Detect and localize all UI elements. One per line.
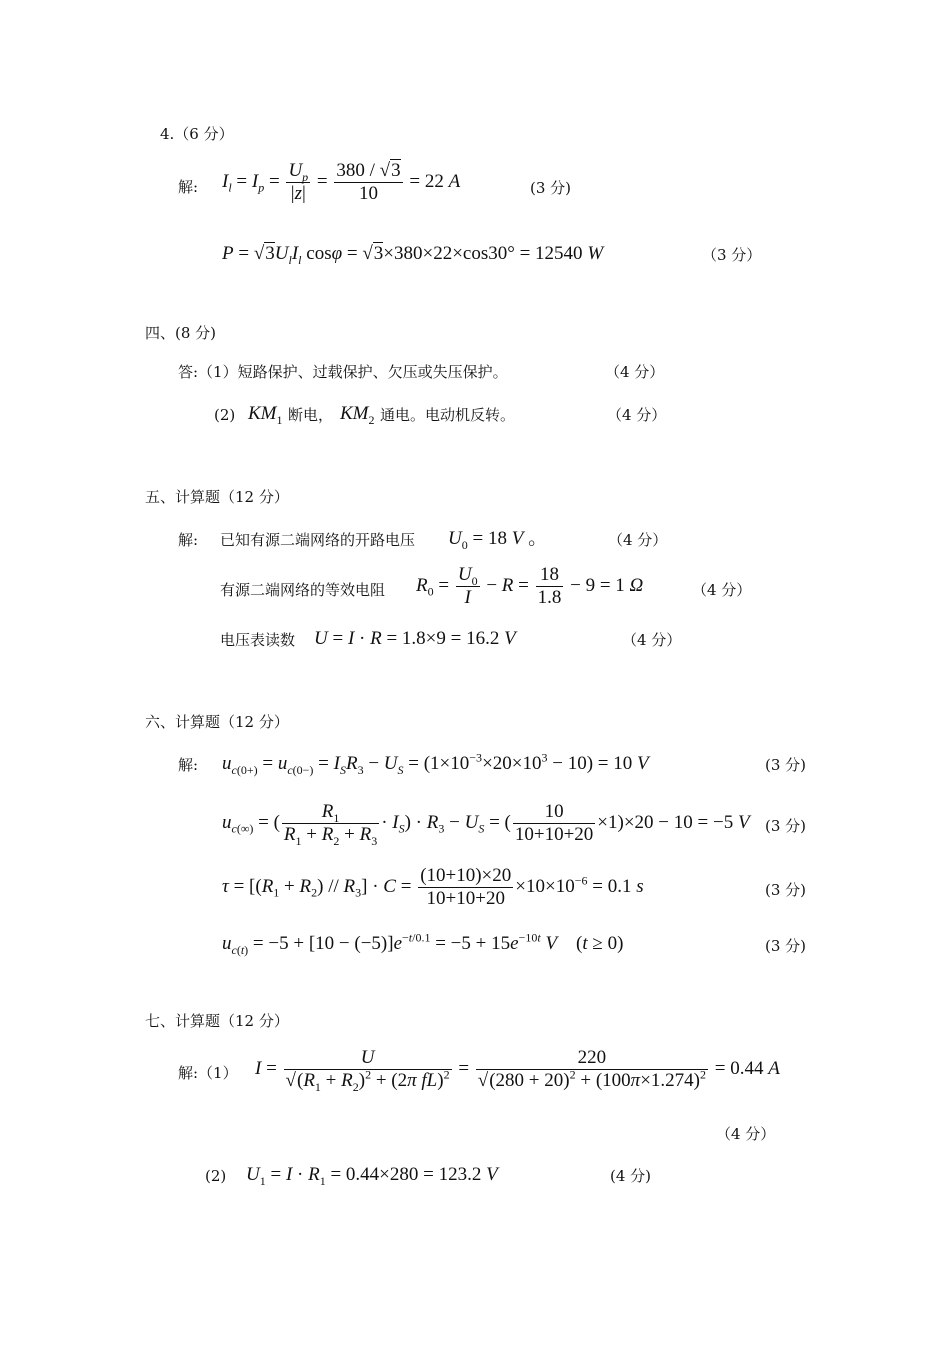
q-qi-heading: 七、计算题（12 分） [145,1012,289,1030]
q-wu-eq3: U = I · R = 1.8×9 = 16.2 V [314,628,516,649]
q-liu-heading: 六、计算题（12 分） [145,713,289,731]
q-qi-eq2: $U_1 = I \cdot R_1 = 0.44\times 280 = 123.2$ V [246,1164,498,1188]
q-liu-eq4: $u_{c(t)} = -5 + [10 - (-5)]e^{-t/0.1} = -5 + 15e^{-10t}$ V (t ≥ 0) [222,930,624,957]
q-liu-eq1: $u_{c(0+)} = u_{c(0-)} = I_SR_3 - U_S = (1\times 10^{-3}\times 20\times 10^3 - 10) = 10$ V [222,750,649,777]
q4-points-2: （3 分） [702,246,762,264]
q4-points-1: (3 分) [530,179,572,197]
q4-eq1: $I_l = I_p$ = $\frac{U_p}{|z|}$ = $\frac{380 / √3}{10}$ = 22 A [222,160,461,204]
q-liu-points-2: (3 分) [765,817,807,835]
q-liu-points-3: (3 分) [765,881,807,899]
q-wu-line2-text: 有源二端网络的等效电阻 [220,581,386,599]
q-si-points-1: （4 分） [605,363,665,381]
q-si-line2-b: 通电。电动机反转。 [380,406,516,424]
q-si-heading: 四、(8 分) [145,324,217,342]
q-si-km2: $KM_2$ [340,403,375,427]
q4-heading: 4.（6 分） [160,125,234,143]
q-qi-eq1: I = $\frac{U}{√(R_1 + R_2)^2 + (2\pi fL)^2}$ = $\frac{220}{√(280 + 20)^2 + (100\pi\times 1.274)^2}$ = 0.44 A [255,1047,780,1094]
q-wu-heading: 五、计算题（12 分） [145,488,289,506]
q-qi-solve-label: 解:（1） [178,1064,238,1082]
q-wu-points-2: （4 分） [692,581,752,599]
q-wu-line3-text: 电压表读数 [220,631,296,649]
q-liu-points-4: (3 分) [765,937,807,955]
q-wu-solve-label: 解: [178,531,199,549]
q-qi-points-1: （4 分） [716,1125,776,1143]
q4-eq2: $P = √3U_lI_l$ cosφ = √3×380×22×cos30° = 12540 W [222,243,604,267]
q-wu-points-3: （4 分） [622,631,682,649]
q-liu-solve-label: 解: [178,756,199,774]
q-liu-eq2: $u_{c(\infty)}$ = ( $\frac{R_1}{R_1 + R_2 + R_3}$ · $I_S) \cdot R_3 - U_S$ = ( $\frac{10}{10+10+20}$ ×1)×20 − 10 = −5 V [222,801,750,848]
q-si-line2-prefix: (2) [214,406,236,424]
q-qi-points-2: (4 分) [610,1167,652,1185]
q-wu-eq1: $U_0 = 18$ V 。 [448,528,548,552]
q-si-km1: $KM_1$ [248,403,283,427]
q-si-line2-a: 断电， [288,406,334,424]
q-wu-line1-text: 已知有源二端网络的开路电压 [220,531,416,549]
q-liu-eq3: $\tau = [(R_1 + R_2) // R_3] \cdot C$ = $\frac{(10+10)\times 20}{10+10+20}$ $\times 10\times 10^{-6} = 0.1$ s [222,865,644,909]
q-qi-line2-prefix: (2) [205,1167,227,1185]
q-wu-eq2: $R_0$ = $\frac{U_0}{I}$ − R = $\frac{18}{1.8}$ − 9 = 1 Ω [416,564,644,608]
q-wu-points-1: （4 分） [608,531,668,549]
q4-solve-label: 解: [178,178,199,196]
q-si-line1: 答:（1）短路保护、过载保护、欠压或失压保护。 [178,363,508,381]
q-si-points-2: （4 分） [607,406,667,424]
q-liu-points-1: (3 分) [765,756,807,774]
